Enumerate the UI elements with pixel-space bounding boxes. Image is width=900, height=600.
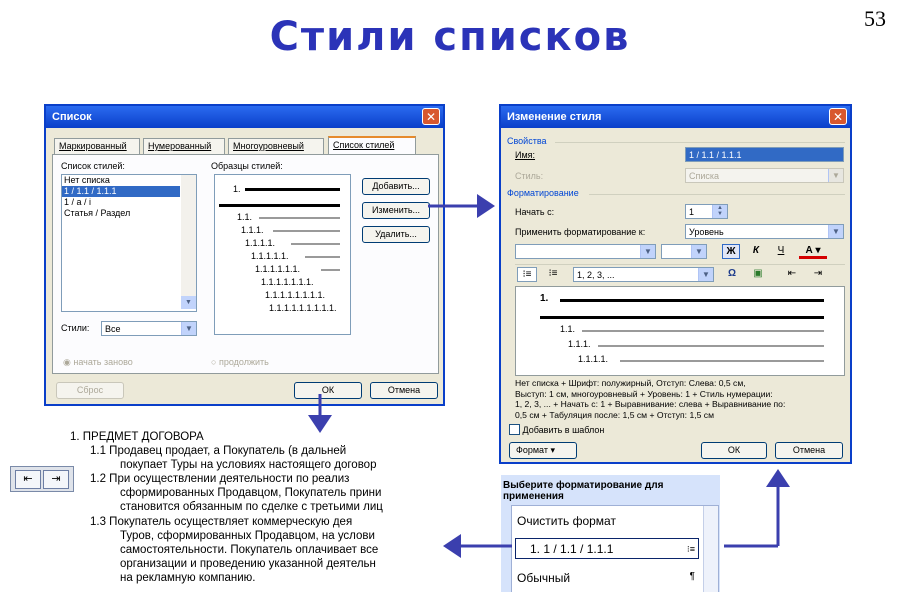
doc-heading: 1. ПРЕДМЕТ ДОГОВОРА xyxy=(70,431,204,443)
numbered-list-icon[interactable]: ⁝≡ xyxy=(517,267,537,282)
tab-numbered[interactable]: Нумерованный xyxy=(143,138,225,154)
italic-button[interactable]: К xyxy=(752,245,760,256)
properties-group-label: Свойства xyxy=(507,136,547,146)
style-type-label: Стиль: xyxy=(515,171,544,181)
sample-level-5: 1.1.1.1.1. xyxy=(251,251,289,261)
increase-indent-icon[interactable]: ⇥ xyxy=(813,268,823,279)
bold-button[interactable]: Ж xyxy=(722,244,740,259)
show-styles-value: Все xyxy=(105,324,121,334)
chevron-down-icon[interactable]: ▼ xyxy=(181,322,196,335)
tab-bulleted[interactable]: Маркированный xyxy=(54,138,140,154)
numbering-style-value: 1, 2, 3, ... xyxy=(577,270,615,280)
samples-label: Образцы стилей: xyxy=(211,161,283,171)
cancel-button[interactable]: Отмена xyxy=(775,442,843,459)
underline-button[interactable]: Ч xyxy=(777,245,785,256)
name-input[interactable]: 1 / 1.1 / 1.1.1 xyxy=(685,147,844,162)
font-color-button[interactable]: А ▾ xyxy=(799,244,827,259)
preview-level-1: 1. xyxy=(540,293,549,304)
format-group-label: Форматирование xyxy=(507,188,579,198)
doc-line: 1.3 Покупатель осуществляет коммерческую дея xyxy=(90,516,353,528)
modify-dialog-title: Изменение стиля xyxy=(507,111,602,123)
description-line: Выступ: 1 см, многоуровневый + Уровень: 1 + Стиль нумерации: xyxy=(515,388,773,399)
formatting-pane-header: Выберите форматирование для применения xyxy=(503,480,664,502)
page-number: 53 xyxy=(864,6,886,31)
sample-level-4: 1.1.1.1. xyxy=(245,238,276,248)
reset-button[interactable]: Сброс xyxy=(56,382,124,399)
chevron-down-icon[interactable]: ▼ xyxy=(828,169,843,182)
delete-button[interactable]: Удалить... xyxy=(362,226,430,243)
doc-line: 1.2 При осуществлении деятельности по реализ xyxy=(90,473,350,485)
description-line: 1, 2, 3, ... + Начать с: 1 + Выравнивание: слева + Выравнивание по: xyxy=(515,399,786,409)
font-color-letter: А xyxy=(805,245,813,256)
chevron-down-icon[interactable]: ▼ xyxy=(640,245,655,258)
show-styles-label: Стили: xyxy=(61,323,90,333)
radio-icon: ○ xyxy=(211,357,217,367)
doc-line: на рекламную компанию. xyxy=(120,572,256,584)
normal-style-label: Обычный xyxy=(517,571,571,585)
chevron-down-icon[interactable]: ▼ xyxy=(691,245,706,258)
start-at-value: 1 xyxy=(689,207,695,217)
sample-level-1: 1. xyxy=(233,184,241,194)
apply-to-label: Применить форматирование к: xyxy=(515,227,646,237)
style-item-article[interactable]: Статья / Раздел xyxy=(64,208,131,218)
doc-line: становится обязанным по сделке с третьими лиц xyxy=(120,501,383,513)
close-icon[interactable]: ✕ xyxy=(422,108,440,125)
symbol-icon[interactable]: Ω xyxy=(727,268,737,279)
chevron-down-icon[interactable]: ▼ xyxy=(698,268,713,281)
doc-line: сформированных Продавцом, Покупатель прини xyxy=(120,487,382,499)
doc-line: 1.1 Продавец продает, а Покупатель (в дальней xyxy=(90,445,347,457)
modify-button[interactable]: Изменить... xyxy=(362,202,430,219)
preview-level-2: 1.1. xyxy=(560,324,576,334)
name-label: Имя: xyxy=(515,150,536,160)
cancel-button[interactable]: Отмена xyxy=(370,382,438,399)
description-line: 0,5 см + Табуляция после: 1,5 см + Отступ: 1,5 см xyxy=(515,409,714,420)
tab-list-styles[interactable]: Список стилей xyxy=(328,136,416,155)
sample-level-2: 1.1. xyxy=(237,212,253,222)
radio-continue-label: продолжить xyxy=(218,357,269,367)
decrease-indent-icon[interactable]: ⇤ xyxy=(787,268,797,279)
radio-icon: ◉ xyxy=(63,357,71,367)
bulleted-list-icon[interactable]: ⁝≡ xyxy=(548,268,558,279)
picture-icon[interactable]: ▣ xyxy=(753,268,763,279)
sample-level-9: 1.1.1.1.1.1.1.1.1. xyxy=(269,303,337,313)
add-to-template-label: Добавить в шаблон xyxy=(522,425,605,435)
sample-level-8: 1.1.1.1.1.1.1.1. xyxy=(265,290,326,300)
style-item-selected[interactable]: 1 / 1.1 / 1.1.1 xyxy=(62,186,180,197)
tab-multilevel[interactable]: Многоуровневый xyxy=(228,138,324,154)
doc-line: самостоятельности. Покупатель оплачивает все xyxy=(120,544,379,556)
sample-level-3: 1.1.1. xyxy=(241,225,264,235)
styles-list-label: Список стилей: xyxy=(61,161,125,171)
style-type-value: Списка xyxy=(689,171,720,181)
add-button[interactable]: Добавить... xyxy=(362,178,430,195)
sample-level-6: 1.1.1.1.1.1. xyxy=(255,264,301,274)
style-item-alpha[interactable]: 1 / a / i xyxy=(64,197,92,207)
apply-to-value: Уровень xyxy=(689,227,724,237)
start-at-label: Начать с: xyxy=(515,207,555,217)
ok-button[interactable]: ОК xyxy=(294,382,362,399)
doc-line: организации и проведению указанной деятельн xyxy=(120,558,376,570)
doc-line: покупает Туры на условиях настоящего договор xyxy=(120,459,377,471)
ok-button[interactable]: ОК xyxy=(701,442,767,459)
preview-level-4: 1.1.1.1. xyxy=(578,354,609,364)
format-button[interactable]: Формат ▾ xyxy=(509,442,577,459)
close-icon[interactable]: ✕ xyxy=(829,108,847,125)
chevron-down-icon[interactable]: ▼ xyxy=(828,225,843,238)
sample-level-7: 1.1.1.1.1.1.1. xyxy=(261,277,314,287)
paragraph-icon: ¶ xyxy=(689,571,695,582)
list-dialog-title: Список xyxy=(52,111,92,123)
preview-level-3: 1.1.1. xyxy=(568,339,591,349)
radio-restart-label: начать заново xyxy=(73,357,133,367)
style-item-none[interactable]: Нет списка xyxy=(64,175,110,185)
increase-indent-icon[interactable]: ⇥ xyxy=(43,470,69,489)
list-style-icon: ⁝≡ xyxy=(686,544,695,554)
description-line: Нет списка + Шрифт: полужирный, Отступ: Слева: 0,5 см, xyxy=(515,378,746,388)
decrease-indent-icon[interactable]: ⇤ xyxy=(15,470,41,489)
clear-format-item[interactable]: Очистить формат xyxy=(517,514,616,528)
slide-title: Стили списков xyxy=(269,14,631,60)
doc-line: Туров, сформированных Продавцом, на услови xyxy=(120,530,375,542)
spinner-icon[interactable]: ▲ ▼ xyxy=(712,205,727,218)
scroll-down-icon[interactable]: ▼ xyxy=(181,296,196,309)
list-style-item-label: 1. 1 / 1.1 / 1.1.1 xyxy=(530,542,614,556)
